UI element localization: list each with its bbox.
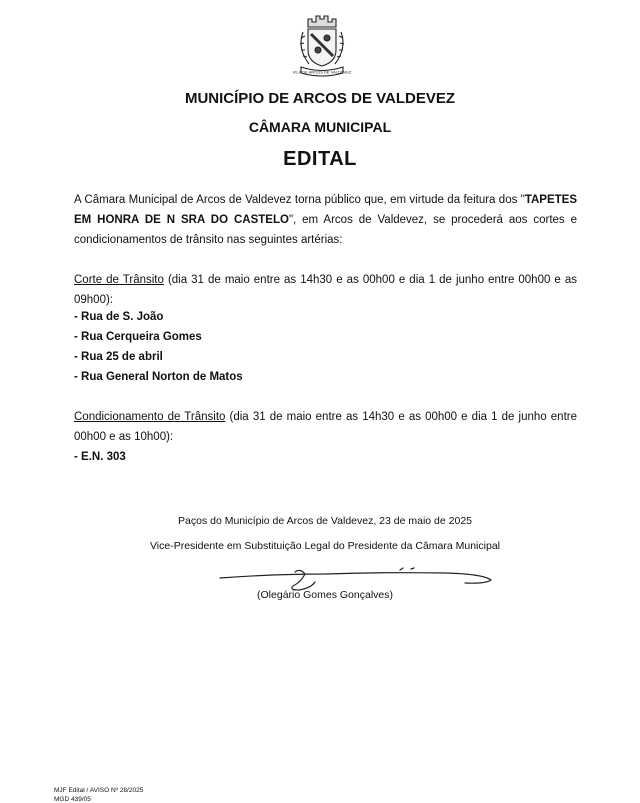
traffic-conditioning-label: Condicionamento de Trânsito <box>74 411 226 423</box>
traffic-conditioning-list <box>74 447 126 467</box>
list-item: - E.N. 303 <box>74 451 126 463</box>
signature-icon <box>215 560 500 610</box>
place-date: Paços do Município de Arcos de Valdevez, 23 de maio de 2025 <box>178 515 472 527</box>
municipal-crest-icon <box>291 12 353 78</box>
municipality-name: MUNICÍPIO DE ARCOS DE VALDEVEZ <box>184 90 456 107</box>
road-closure-list <box>74 307 243 387</box>
document-reference-2: MGD 439/05 <box>54 796 91 803</box>
signatory-name: (Olegário Gomes Gonçalves) <box>257 589 393 601</box>
traffic-conditioning-heading: Condicionamento de Trânsito (dia 31 de maio entre as 14h30 e as 00h00 e dia 1 de junho entre 00h00 e as 10h00): <box>74 411 577 443</box>
chamber-name: CÂMARA MUNICIPAL <box>248 119 392 135</box>
road-closure-heading: Corte de Trânsito (dia 31 de maio entre as 14h30 e as 00h00 e dia 1 de junho entre 00h00 e as 09h00): <box>74 274 577 306</box>
road-closure-label: Corte de Trânsito <box>74 274 164 286</box>
crest-scroll-text: VILA DE ARCOS DE VALDEVEZ <box>292 69 352 75</box>
list-item: - Rua Cerqueira Gomes <box>74 331 202 343</box>
page-title: EDITAL <box>283 148 357 170</box>
document-reference: MJF Edital / AVISO Nº 28/2025 <box>54 787 144 794</box>
intro-paragraph: A Câmara Municipal de Arcos de Valdevez torna público que, em virtude da feitura dos "TAPETES EM HONRA DE N SRA DO CASTELO", em Arcos de Valdevez, se procederá aos cortes e condicionamentos de trânsito nas seguintes artérias: <box>74 194 577 246</box>
list-item: - Rua General Norton de Matos <box>74 371 243 383</box>
list-item: - Rua de S. João <box>74 311 164 323</box>
list-item: - Rua 25 de abril <box>74 351 163 363</box>
signatory-role: Vice-Presidente em Substituição Legal do Presidente da Câmara Municipal <box>149 540 500 552</box>
event-name: TAPETES EM HONRA DE N SRA DO CASTELO <box>74 194 577 226</box>
